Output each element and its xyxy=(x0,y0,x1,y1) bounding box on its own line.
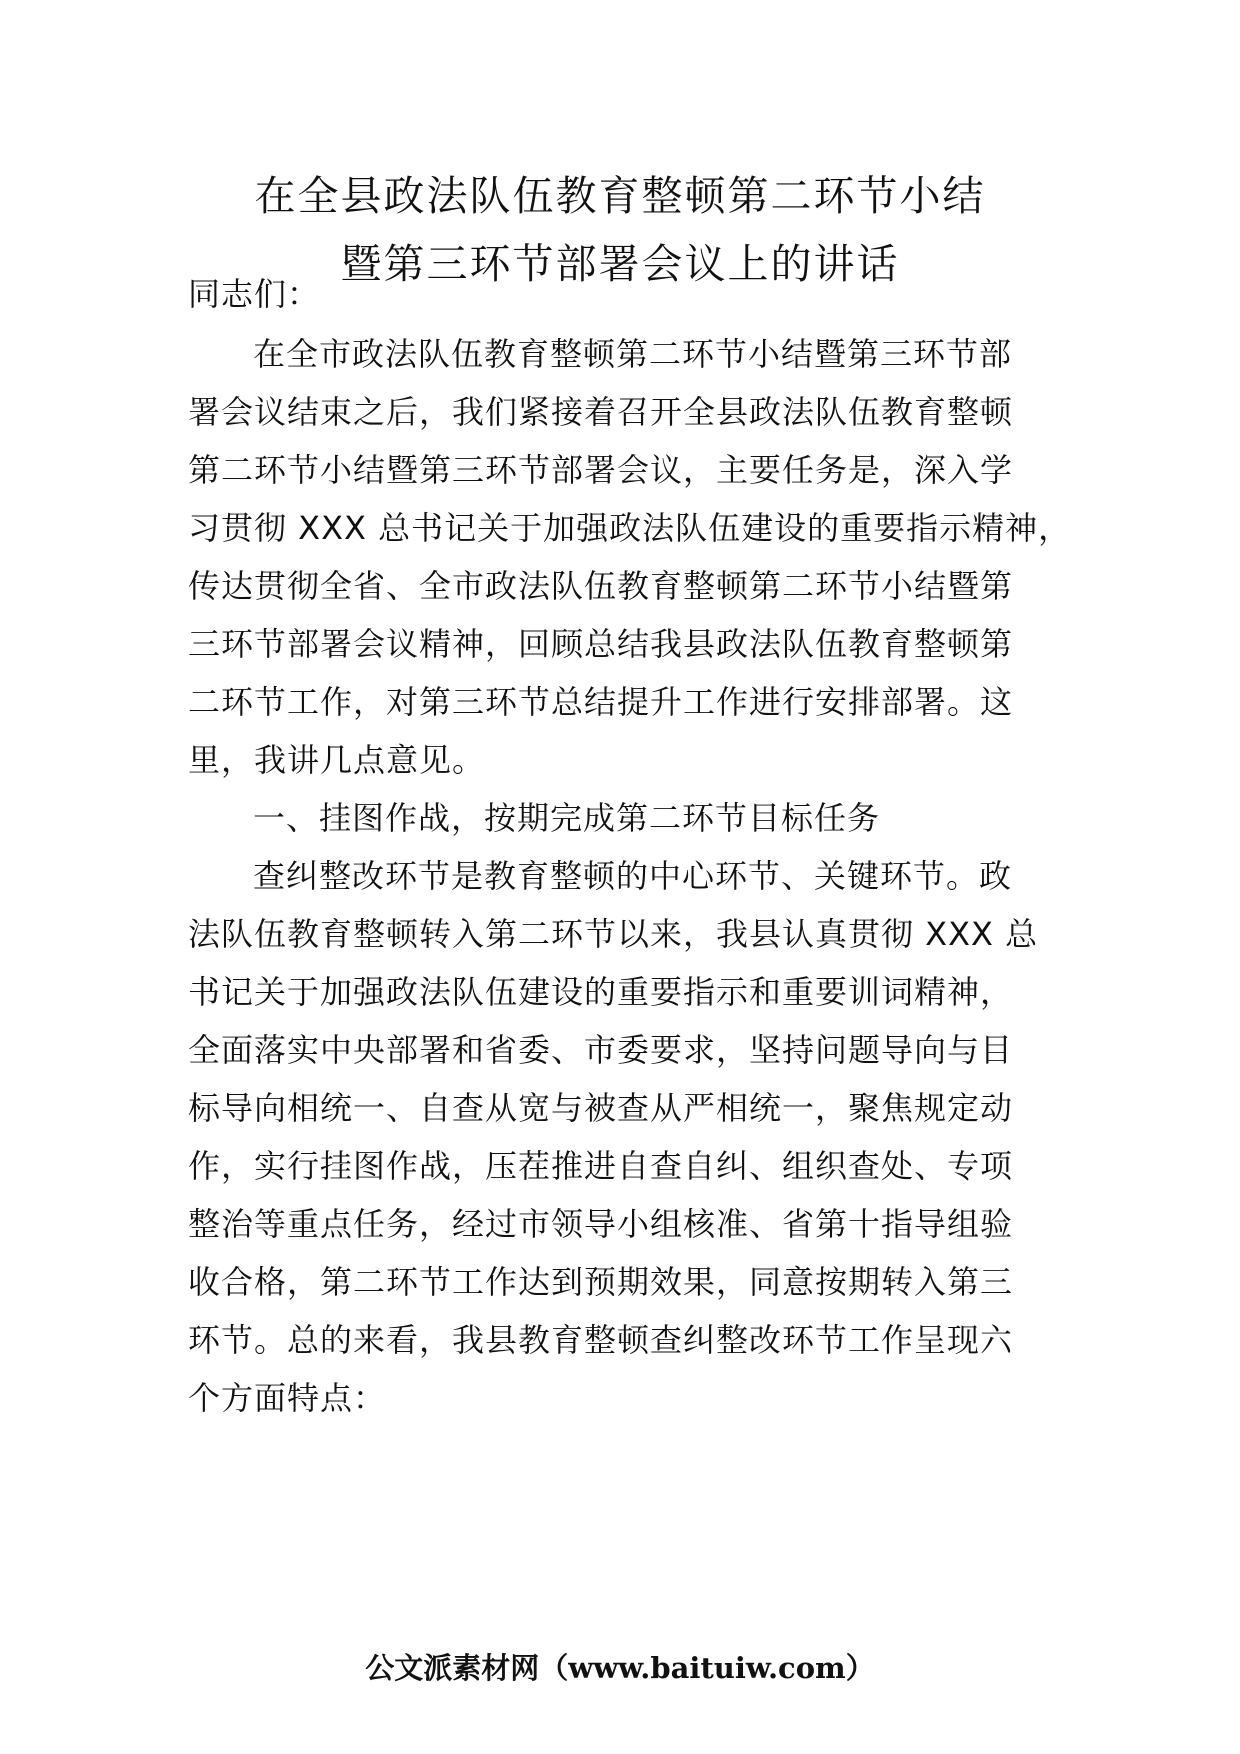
paragraph-1-line: 在全市政法队伍教育整顿第二环节小结暨第三环节部 xyxy=(253,335,1013,373)
paragraph-2-line: 环节。总的来看，我县教育整顿查纠整改环节工作呈现六 xyxy=(188,1321,1014,1359)
paragraph-1-line: 传达贯彻全省、全市政法队伍教育整顿第二环节小结暨第 xyxy=(188,567,1014,605)
paragraph-2-line: 整治等重点任务，经过市领导小组核准、省第十指导组验 xyxy=(188,1205,1014,1243)
paragraph-1-line: 习贯彻 XXX 总书记关于加强政法队伍建设的重要指示精神， xyxy=(188,509,1072,547)
paragraph-1-line: 三环节部署会议精神，回顾总结我县政法队伍教育整顿第 xyxy=(188,625,1014,663)
paragraph-2-line: 收合格，第二环节工作达到预期效果，同意按期转入第三 xyxy=(188,1263,1014,1301)
paragraph-2-line: 书记关于加强政法队伍建设的重要指示和重要训词精神， xyxy=(188,973,1014,1011)
document-title-line-2: 暨第三环节部署会议上的讲话 xyxy=(340,240,900,288)
document-title-line-1: 在全县政法队伍教育整顿第二环节小结 xyxy=(254,172,986,220)
paragraph-2-line: 法队伍教育整顿转入第二环节以来，我县认真贯彻 XXX 总 xyxy=(188,915,1039,953)
paragraph-1-line: 署会议结束之后，我们紧接着召开全县政法队伍教育整顿 xyxy=(188,393,1014,431)
footer-watermark: 公文派素材网（www.baituiw.com） xyxy=(365,1651,875,1685)
paragraph-1-line: 第二环节小结暨第三环节部署会议，主要任务是，深入学 xyxy=(188,451,1014,489)
paragraph-2-line: 全面落实中央部署和省委、市委要求，坚持问题导向与目 xyxy=(188,1031,1014,1069)
paragraph-1-line: 二环节工作，对第三环节总结提升工作进行安排部署。这 xyxy=(188,683,1014,721)
salutation: 同志们： xyxy=(188,275,321,313)
paragraph-2-line: 作，实行挂图作战，压茬推进自查自纠、组织查处、专项 xyxy=(188,1147,1014,1185)
paragraph-2-line: 标导向相统一、自查从宽与被查从严相统一，聚焦规定动 xyxy=(188,1089,1014,1127)
paragraph-2-line: 个方面特点： xyxy=(188,1379,387,1417)
section-1-heading: 一、挂图作战，按期完成第二环节目标任务 xyxy=(253,799,881,837)
paragraph-1-line: 里，我讲几点意见。 xyxy=(188,741,486,779)
paragraph-2-line: 查纠整改环节是教育整顿的中心环节、关键环节。政 xyxy=(253,857,1013,895)
